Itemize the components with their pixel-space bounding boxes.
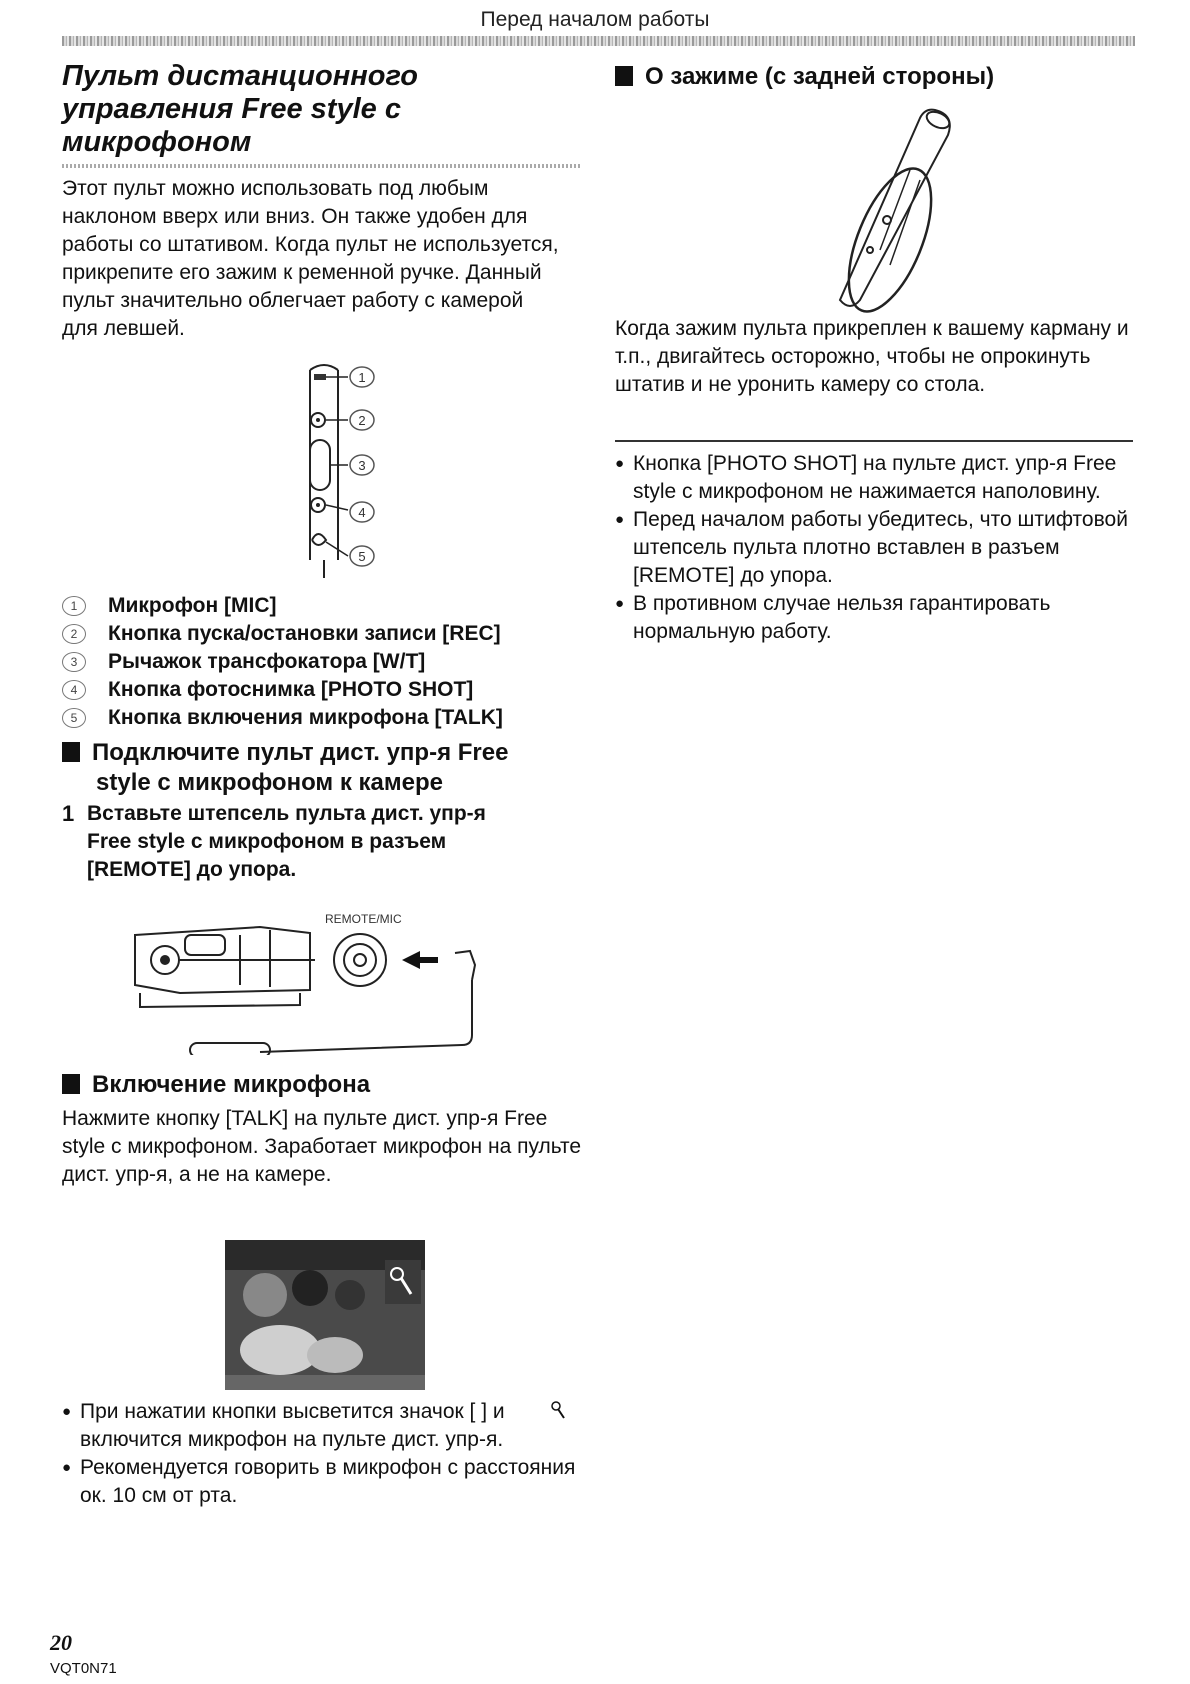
mic-text: Нажмите кнопку [TALK] на пульте дист. упр-я Free style с микрофоном. Заработает микрофон на пульте дист. упр-я, а не на камере. — [62, 1107, 582, 1186]
plug-cable-icon — [190, 951, 475, 1055]
list-item — [62, 648, 602, 676]
jack-label: REMOTE/MIC — [325, 912, 402, 926]
remote-control-illustration — [290, 360, 420, 580]
callout-number: 4 — [358, 505, 366, 520]
heading-line: style с микрофоном к камере — [96, 769, 443, 796]
square-bullet-icon — [62, 1074, 80, 1094]
zoom-lever-icon — [310, 440, 330, 490]
bullet-dot-icon: ● — [62, 1459, 72, 1476]
bullet-dot-icon: ● — [615, 511, 625, 528]
title-line: Пульт дистанционного — [62, 60, 418, 92]
note-text: При нажатии кнопки высветится значок [ ] и включится микрофон на пульте дист. упр-я. — [80, 1400, 505, 1451]
callout-number: 2 — [358, 413, 366, 428]
title-line: микрофоном — [62, 126, 252, 158]
page-number: 20 — [50, 1630, 72, 1655]
part-label: Микрофон [MIC] — [108, 594, 277, 617]
list-item — [62, 704, 602, 732]
list-item — [615, 590, 1140, 646]
mic-heading — [62, 1070, 602, 1100]
parts-legend — [62, 592, 602, 732]
bullet-dot-icon: ● — [615, 455, 625, 472]
document-code: VQT0N71 — [50, 1660, 117, 1677]
talk-button-icon — [312, 534, 326, 545]
lcd-photo-illustration — [225, 1240, 425, 1390]
circled-number: 1 — [62, 596, 86, 616]
header-bar — [62, 36, 1135, 46]
camera-connection-illustration — [120, 905, 500, 1055]
note-text: Кнопка [PHOTO SHOT] на пульте дист. упр-я Free style с микрофоном не нажимается наполовину. — [633, 452, 1117, 503]
list-item — [62, 620, 602, 648]
arrow-left-icon — [402, 951, 438, 969]
bullet-dot-icon: ● — [62, 1403, 72, 1420]
mic-icon — [550, 1400, 566, 1428]
list-item — [62, 1398, 582, 1454]
connect-heading — [62, 738, 602, 798]
remote-jack-icon — [334, 934, 386, 986]
title-underline — [62, 164, 582, 168]
mic-on-icon — [385, 1260, 421, 1304]
clip-text: Когда зажим пульта прикреплен к вашему карману и т.п., двигайтесь осторожно, чтобы не опрокинуть штатив и не уронить камеру со стола. — [615, 317, 1129, 396]
list-item — [615, 506, 1140, 590]
step-1 — [62, 800, 602, 884]
mic-notes — [62, 1398, 582, 1510]
list-item — [62, 676, 602, 704]
square-bullet-icon — [62, 742, 80, 762]
note-text: Рекомендуется говорить в микрофон с расстояния ок. 10 см от рта. — [80, 1456, 576, 1507]
section-title — [62, 60, 582, 159]
circled-number: 4 — [62, 680, 86, 700]
divider — [615, 440, 1133, 442]
callout-number: 3 — [358, 458, 366, 473]
list-item — [62, 1454, 582, 1510]
callout-number: 5 — [358, 549, 366, 564]
clip-highlight-circle — [832, 158, 948, 315]
heading-text: О зажиме (с задней стороны) — [645, 63, 995, 90]
bullet-dot-icon: ● — [615, 595, 625, 612]
camcorder-icon — [135, 927, 310, 1007]
part-label: Кнопка пуска/остановки записи [REC] — [108, 622, 501, 645]
step-number: 1 — [62, 801, 75, 826]
mic-grille-icon — [314, 374, 326, 380]
remote-clip-illustration — [820, 100, 970, 315]
step-line: Вставьте штепсель пульта дист. упр-я — [87, 802, 486, 825]
part-label: Рычажок трансфокатора [W/T] — [108, 650, 426, 673]
step-line: Free style с микрофоном в разъем — [87, 830, 447, 853]
heading-line: Подключите пульт дист. упр-я Free — [92, 739, 509, 766]
square-bullet-icon — [615, 66, 633, 86]
right-notes — [615, 450, 1140, 646]
part-label: Кнопка включения микрофона [TALK] — [108, 706, 503, 729]
running-header: Перед началом работы — [480, 8, 710, 31]
step-line: [REMOTE] до упора. — [87, 858, 297, 881]
list-item — [62, 592, 602, 620]
callout-number: 1 — [358, 370, 366, 385]
title-line: управления Free style с — [62, 93, 401, 125]
note-text: Перед началом работы убедитесь, что штифтовой штепсель пульта плотно вставлен в разъем [REMOTE] до упора. — [633, 508, 1128, 587]
circled-number: 3 — [62, 652, 86, 672]
circled-number: 5 — [62, 708, 86, 728]
part-label: Кнопка фотоснимка [PHOTO SHOT] — [108, 678, 474, 701]
list-item — [615, 450, 1140, 506]
circled-number: 2 — [62, 624, 86, 644]
note-text: В противном случае нельзя гарантировать нормальную работу. — [633, 592, 1051, 643]
heading-text: Включение микрофона — [92, 1071, 371, 1098]
intro-text: Этот пульт можно использовать под любым наклоном вверх или вниз. Он также удобен для работы со штативом. Когда пульт не используется, прикрепите его зажим к ременной ручке. Данный пульт значительно облегчает работу с камерой для левшей. — [62, 177, 559, 340]
clip-heading — [615, 62, 1135, 92]
